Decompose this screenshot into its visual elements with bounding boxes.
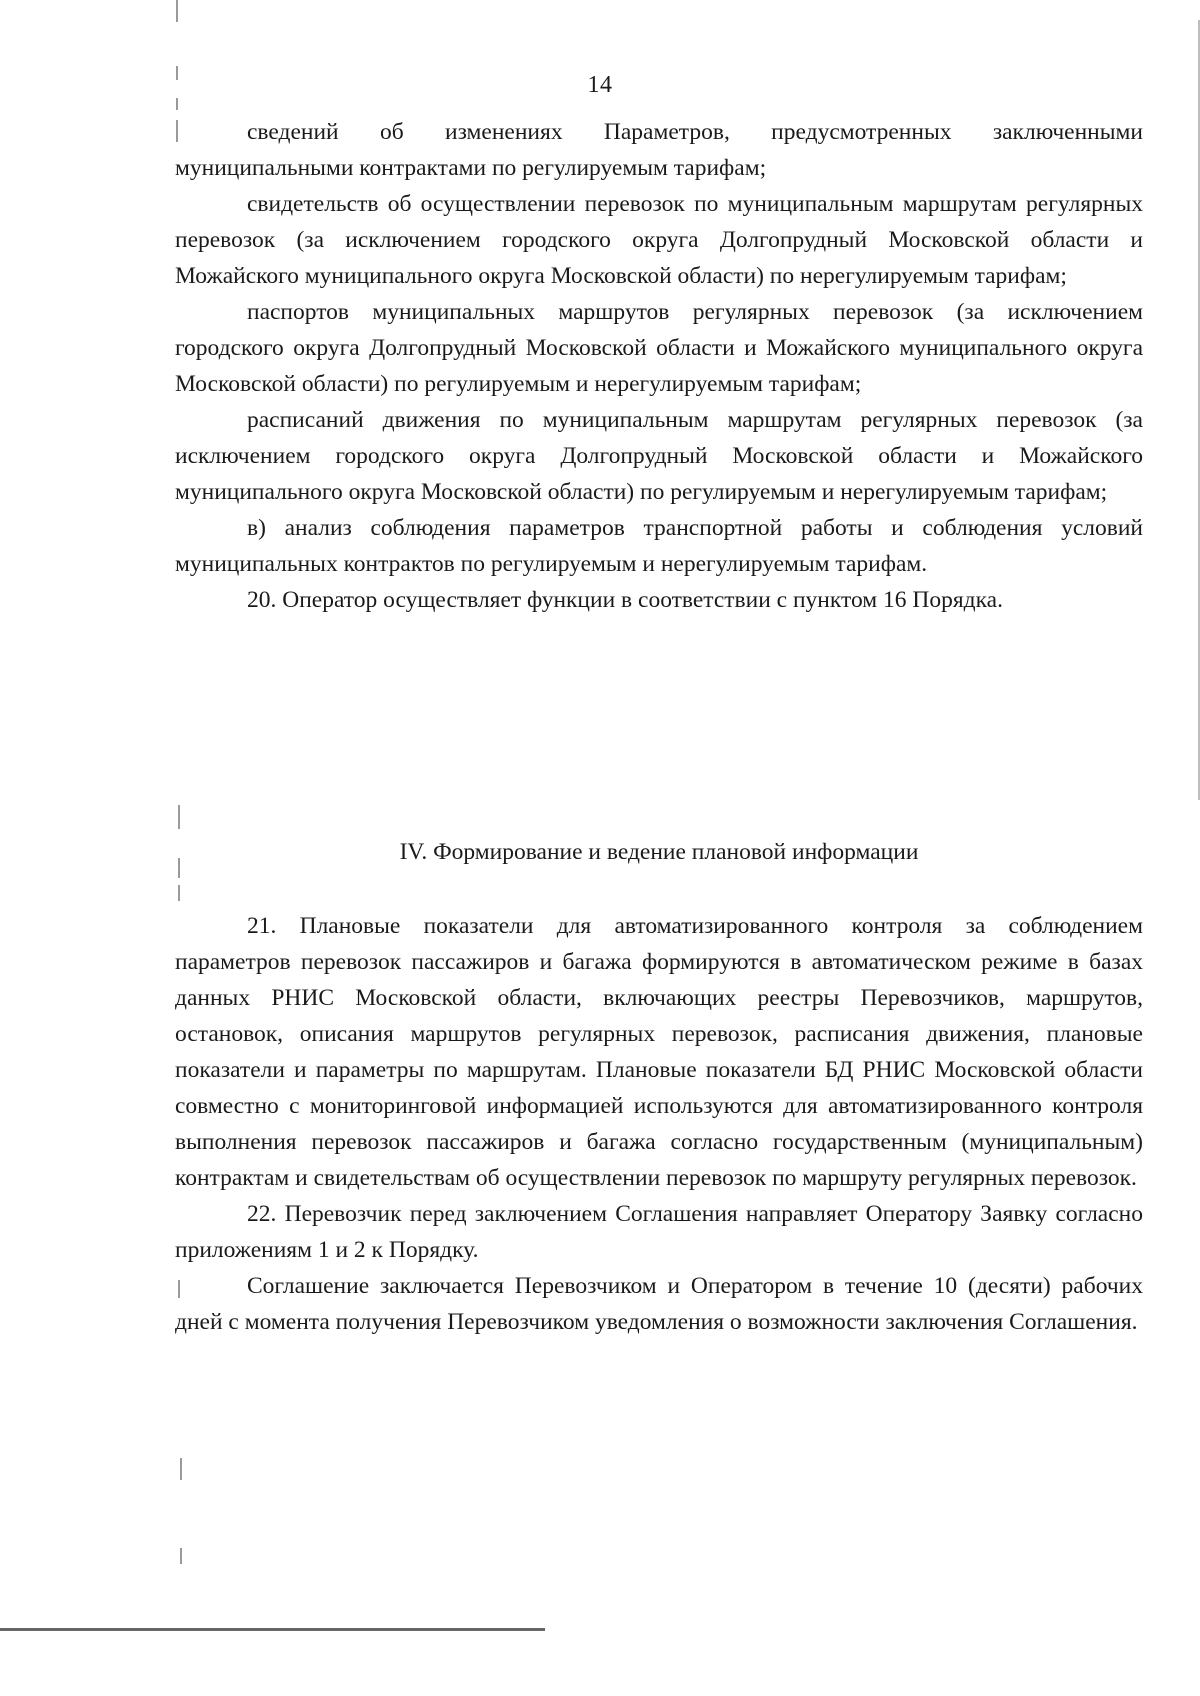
paragraph: Соглашение заключается Перевозчиком и Оператором в течение 10 (десяти) рабочих дней с момента получения Перевозчиком уведомления о возможности заключения Соглашения. xyxy=(175,1273,1143,1335)
paragraph: свидетельств об осуществлении перевозок по муниципальным маршрутам регулярных перевозок (за исключением городского округа Долгопрудный Московской области и Можайского муниципального округа Московской области) по нерегулируемым тарифам; xyxy=(175,191,1143,289)
scan-margin-mark xyxy=(178,885,180,901)
scan-margin-mark xyxy=(180,1548,182,1564)
paragraph: сведений об изменениях Параметров, предусмотренных заключенными муниципальными контрактами по регулируемым тарифам; xyxy=(175,119,1143,181)
body-text-bottom xyxy=(175,908,1143,1340)
scan-margin-mark xyxy=(176,66,178,80)
paragraph: паспортов муниципальных маршрутов регулярных перевозок (за исключением городского округа Долгопрудный Московской области и Можайского муниципального округа Московской области) по регулируемым и нерегулируемым тарифам; xyxy=(175,299,1143,397)
scan-margin-mark xyxy=(180,1458,182,1480)
scan-margin-mark xyxy=(176,98,178,110)
paragraph: 22. Перевозчик перед заключением Соглашения направляет Оператору Заявку согласно приложениям 1 и 2 к Порядку. xyxy=(175,1201,1143,1263)
scan-bottom-rule xyxy=(0,1628,545,1631)
scan-margin-mark xyxy=(176,0,178,22)
scan-margin-mark xyxy=(178,858,180,878)
paragraph: расписаний движения по муниципальным маршрутам регулярных перевозок (за исключением городского округа Долгопрудный Московской области и Можайского муниципального округа Московской области) по регулируемым и нерегулируемым тарифам; xyxy=(175,407,1143,505)
section-heading: IV. Формирование и ведение плановой информации xyxy=(399,839,919,865)
paragraph: 20. Оператор осуществляет функции в соответствии с пунктом 16 Порядка. xyxy=(247,587,1003,613)
paragraph: 21. Плановые показатели для автоматизированного контроля за соблюдением параметров перевозок пассажиров и багажа формируются в автоматическом режиме в базах данных РНИС Московской области, включающих реестры Перевозчиков, маршрутов, остановок, описания маршрутов регулярных перевозок, расписания движения, плановые показатели и параметры по маршрутам. Плановые показатели БД РНИС Московской области совместно с мониторинговой информацией используются для автоматизированного контроля выполнения перевозок пассажиров и багажа согласно государственным (муниципальным) контрактам и свидетельствам об осуществлении перевозок по маршруту регулярных перевозок. xyxy=(175,913,1143,1191)
scan-margin-mark xyxy=(178,1280,180,1298)
scan-margin-mark xyxy=(178,805,180,829)
page-number: 14 xyxy=(587,72,613,98)
paragraph: в) анализ соблюдения параметров транспортной работы и соблюдения условий муниципальных контрактов по регулируемым и нерегулируемым тарифам. xyxy=(175,515,1143,577)
body-text-top xyxy=(175,114,1143,618)
scan-margin-mark xyxy=(176,120,178,142)
